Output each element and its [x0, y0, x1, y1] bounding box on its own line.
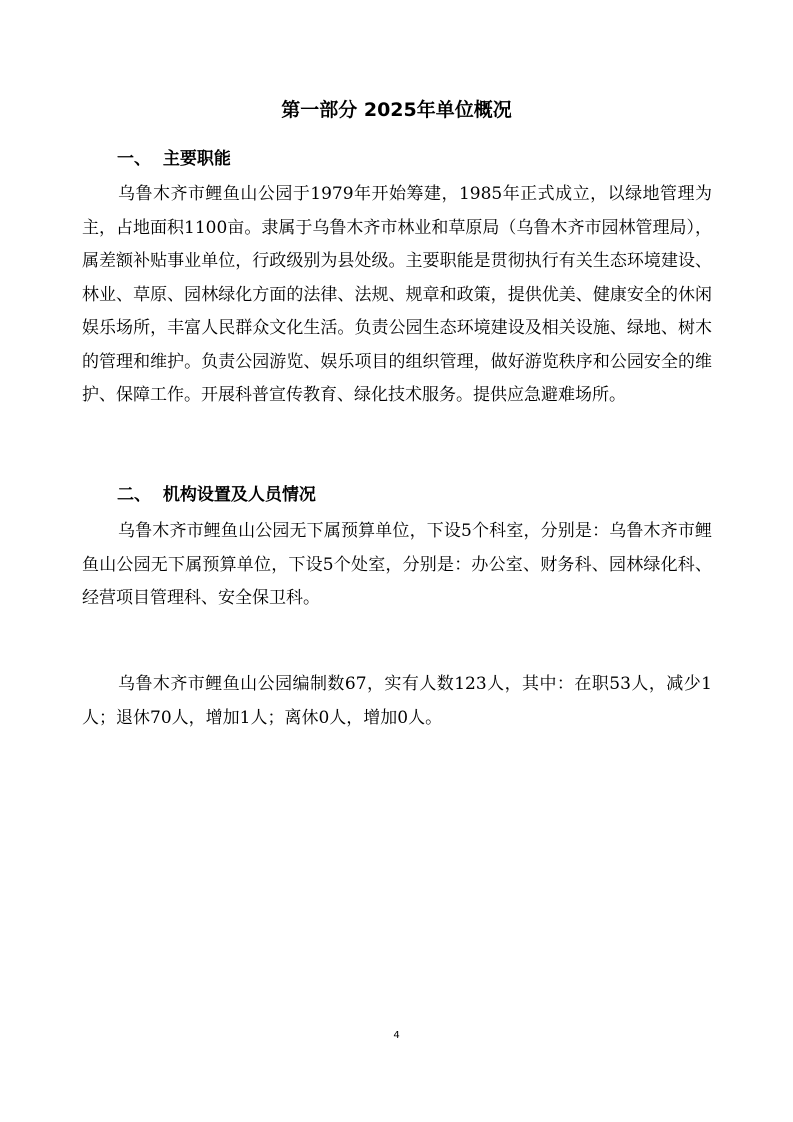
section-heading-organization-staffing: 二、 机构设置及人员情况	[117, 485, 316, 505]
page-number: 4	[393, 1030, 400, 1041]
paragraph-staffing: 乌鲁木齐市鲤鱼山公园编制数67，实有人数123人，其中：在职53人，减少1人；退休70人，增加1人；离休0人，增加0人。	[82, 674, 712, 728]
section-heading-main-functions: 一、 主要职能	[117, 149, 231, 169]
paragraph-organization: 乌鲁木齐市鲤鱼山公园无下属预算单位，下设5个科室，分别是：乌鲁木齐市鲤鱼山公园无下属预算单位，下设5个处室，分别是：办公室、财务科、园林绿化科、经营项目管理科、安全保卫科。	[82, 521, 712, 608]
page-title: 第一部分 2025年单位概况	[281, 99, 512, 121]
paragraph-main-functions: 乌鲁木齐市鲤鱼山公园于1979年开始筹建，1985年正式成立，以绿地管理为主，占地面积1100亩。隶属于乌鲁木齐市林业和草原局（乌鲁木齐市园林管理局），属差额补贴事业单位，行政级别为县处级。主要职能是贯彻执行有关生态环境建设、林业、草原、园林绿化方面的法律、法规、规章和政策，提供优美、健康安全的休闲娱乐场所，丰富人民群众文化生活。负责公园生态环境建设及相关设施、绿地、树木的管理和维护。负责公园游览、娱乐项目的组织管理，做好游览秩序和公园安全的维护、保障工作。开展科普宣传教育、绿化技术服务。提供应急避难场所。	[82, 184, 712, 405]
